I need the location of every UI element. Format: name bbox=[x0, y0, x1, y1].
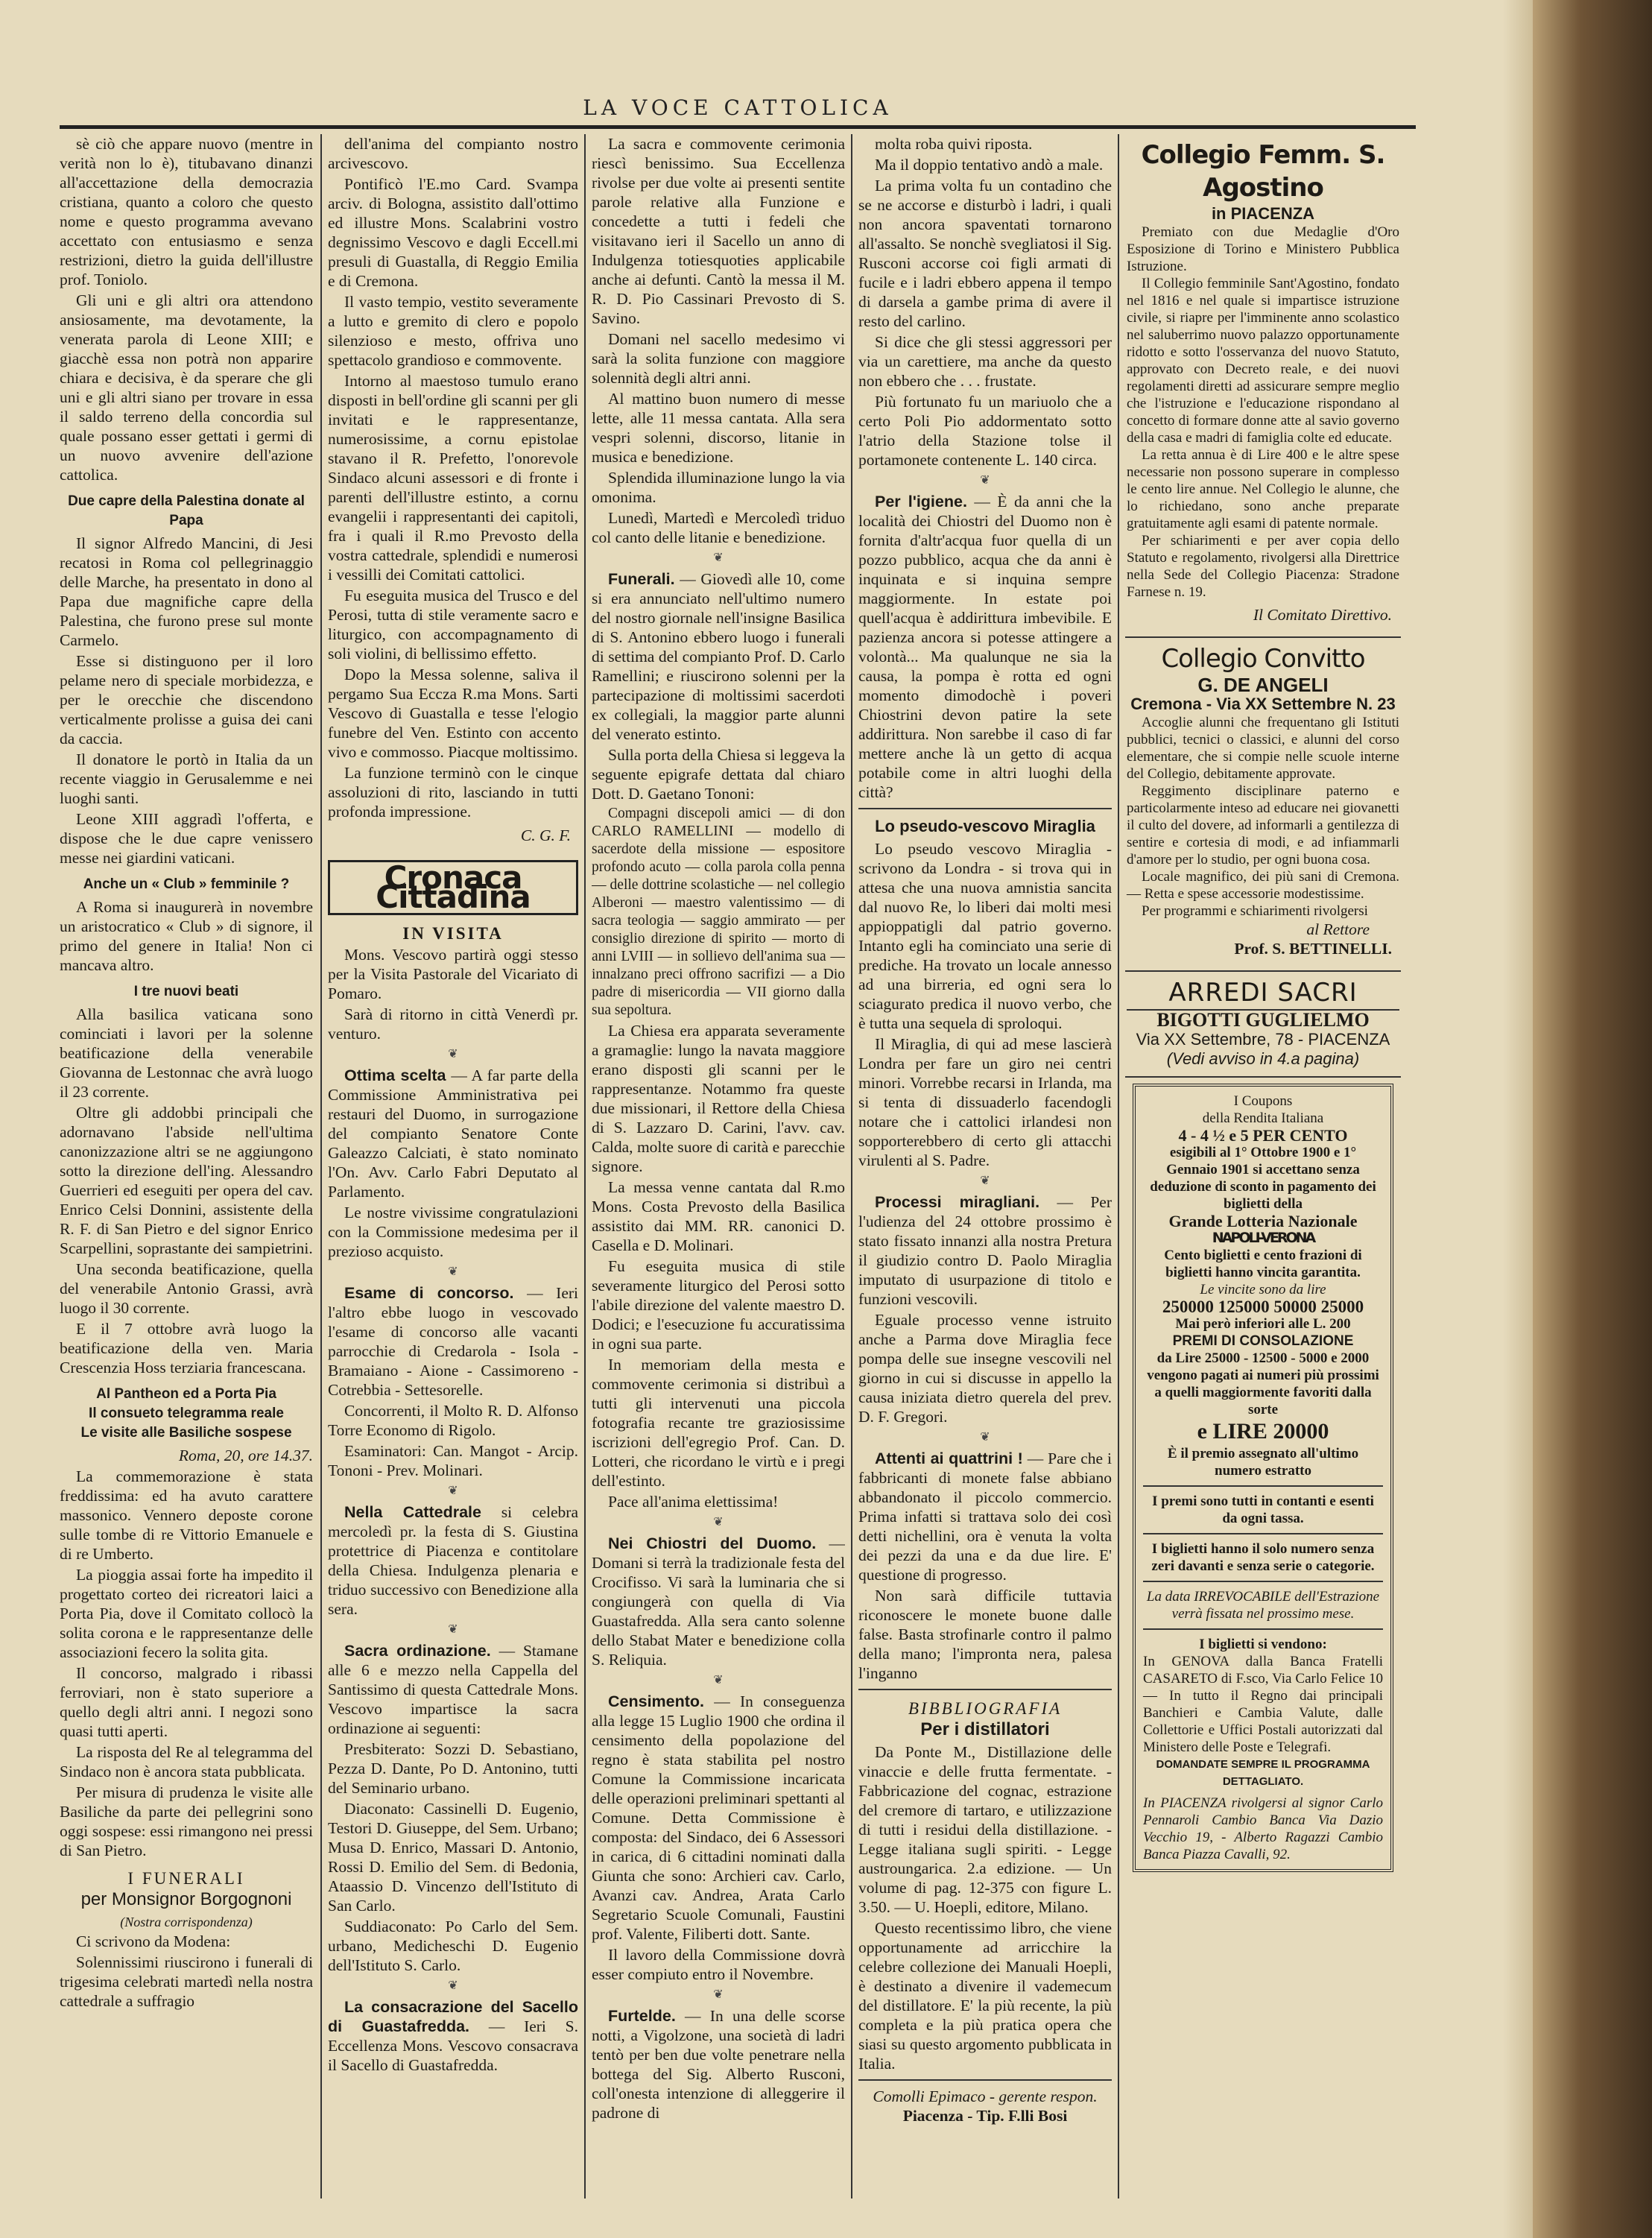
paragraph: Ma il doppio tentativo andò a male. bbox=[875, 156, 1104, 174]
masthead-rule bbox=[60, 125, 1416, 129]
ad-text: Le vincite sono da lire bbox=[1200, 1282, 1326, 1297]
ad-address: Via XX Settembre, 78 - PIACENZA bbox=[1136, 1030, 1390, 1049]
paragraph: Fu eseguita musica di stile severamente liturgico del Perosi sotto l'abile direzione del valente maestro D. Dodici; e l'esecuzione fu accuratissima in ogni sua parte. bbox=[592, 1257, 845, 1353]
ad-collegio-convitto bbox=[1125, 638, 1401, 972]
ad-text: Premiato con due Medaglie d'Oro Esposizione di Torino e Ministero Pubblica Istruzione. bbox=[1127, 224, 1399, 274]
paragraph: Sarà di ritorno in città Venerdì pr. venturo. bbox=[328, 1005, 578, 1043]
kicker: Ottima scelta bbox=[344, 1066, 446, 1084]
ad-title: Collegio Femm. S. Agostino bbox=[1141, 140, 1385, 203]
ornament-icon: ❦ bbox=[713, 1516, 724, 1529]
ornament-icon: ❦ bbox=[448, 1979, 458, 1992]
ad-collegio-sant-agostino bbox=[1125, 134, 1401, 638]
paragraph: Esaminatori: Can. Mangot - Arcip. Tononi - Prev. Molinari. bbox=[328, 1442, 578, 1479]
paragraph: Splendida illuminazione lungo la via omonima. bbox=[592, 469, 845, 506]
paragraph: La risposta del Re al telegramma del Sindaco non è ancora stata pubblicata. bbox=[60, 1743, 313, 1780]
ad-title: Collegio Convitto bbox=[1161, 644, 1365, 674]
paragraph: Alla basilica vaticana sono cominciati i lavori per la solenne beatificazione della venerabile Giovanna de Lestonnac che avrà luogo il 23 corrente. bbox=[60, 1005, 313, 1101]
paragraph: — Ieri S. Eccellenza Mons. Vescovo consacrava il Sacello di Guastafredda. bbox=[328, 2017, 578, 2074]
paragraph: Da Ponte M., Distillazione delle vinaccie e delle frutta fermentate. - Fabbricazione del cognac, estrazione del cremore di tartaro, e utilizzazione di tutti i residui della distillazione. - Legge italiana sugli spiriti. - Legge austroungarica. 2.a edizione. — Un volume di pag. 12-375 con figure L. 3.50. — U. Hoepli, editore, Milano. bbox=[858, 1743, 1112, 1916]
lottery-title: NAPOLI-VERONA bbox=[1212, 1230, 1314, 1246]
divider bbox=[858, 808, 1112, 809]
ad-lotteria-napoli-verona bbox=[1133, 1084, 1393, 1872]
kicker: Processi miragliani. bbox=[875, 1193, 1040, 1211]
ad-name: BIGOTTI GUGLIELMO bbox=[1156, 1009, 1370, 1031]
correspondence-note: (Nostra corrispondenza) bbox=[120, 1915, 253, 1929]
page-edge bbox=[1503, 0, 1533, 2238]
kicker: Furtelde. bbox=[608, 2007, 676, 2025]
kicker: Nella Cattedrale bbox=[344, 1503, 481, 1521]
gerente: Comolli Epimaco - gerente respon. bbox=[873, 2087, 1098, 2105]
column-3 bbox=[592, 134, 845, 2206]
paragraph: sè ciò che appare nuovo (mentre in verità non lo è), titubavano dinanzi all'accettazione della democrazia cristiana, quanto a coloro che questo nome e questo programma avevano accettato con entusiasmo e senza restrizioni, dietro la guida dell'illustre prof. Toniolo. bbox=[60, 135, 313, 288]
ad-text: In PIACENZA rivolgersi al signor Carlo Pennaroli Cambio Banca Via Dazio Vecchio 19, - Alberto Ragazzi Cambio Banca Piazza Cavalli, 92. bbox=[1143, 1795, 1383, 1862]
paragraph: Presbiterato: Sozzi D. Sebastiano, Pezza D. Dante, Po D. Antonino, tutti del Seminario urbano. bbox=[328, 1740, 578, 1797]
coupons-rate: 4 - 4 ½ e 5 PER CENTO bbox=[1178, 1126, 1348, 1145]
ad-signature: Il Comitato Direttivo. bbox=[1253, 606, 1392, 624]
ad-text: In GENOVA dalla Banca Fratelli CASARETO di F.sco, Via Carlo Felice 10 — In tutto il Regno dai principali Banchieri e Cambia Valute, dalle Collettorie e Uffici Postali autorizzati dal Ministero delle Poste e Telegrafi. bbox=[1143, 1654, 1383, 1755]
column-1 bbox=[60, 134, 313, 2206]
headline-pantheon: Al Pantheon ed a Porta Pia bbox=[96, 1386, 276, 1402]
paragraph: Mons. Vescovo partirà oggi stesso per la Visita Pastorale del Vicariato di Pomaro. bbox=[328, 946, 578, 1002]
ad-footer: DOMANDATE SEMPRE IL PROGRAMMA DETTAGLIATO. bbox=[1156, 1758, 1370, 1788]
paragraph: — In una delle scorse notti, a Vigolzone, una società di ladri tentò per ben due volte penetrare nella bottega del Sig. Alberto Rusconi, coll'onesta intenzione di alleggerire il padrone di bbox=[592, 2007, 845, 2122]
paragraph: dell'anima del compianto nostro arcivescovo. bbox=[328, 135, 578, 172]
ad-text: La retta annua è di Lire 400 e le altre spese necessarie non possono superare in complesso le cento lire annue. Nel Collegio le alunne, che lo richiedano, sono anche preparate gratuitamente agli esami di patente normale. bbox=[1127, 447, 1399, 531]
consolation-title: PREMI DI CONSOLAZIONE bbox=[1172, 1333, 1354, 1349]
divider bbox=[1143, 1533, 1383, 1534]
divider bbox=[858, 1689, 1112, 1690]
ornament-icon: ❦ bbox=[713, 551, 724, 564]
ornament-icon: ❦ bbox=[980, 1175, 990, 1187]
paragraph: Il signor Alfredo Mancini, di Jesi recatosi in Roma col pellegrinaggio delle Marche, ha presentato in dono al Papa due magnifiche capre della Palestina, che furono prese sul monte Carmelo. bbox=[60, 534, 313, 649]
ad-text: da Lire 25000 - 12500 - 5000 e 2000 vengono pagati ai numeri più prossimi a quelli maggiormente favoriti dalla sorte bbox=[1147, 1350, 1379, 1417]
paragraph: — Domani si terrà la tradizionale festa del Crocifisso. Vi sarà la luminaria che si congiungerà con quella di Via Guastafredda. Alla sera canto solenne dello Stabat Mater e benedizione colla S. Reliquia. bbox=[592, 1534, 845, 1669]
paragraph: Eguale processo venne istruito anche a Parma dove Miraglia fece pompa delle sue insegne vescovili nel giorno in cui si discusse in appello la causa iniziata dietro querela del prev. D. F. Gregori. bbox=[858, 1311, 1112, 1426]
paragraph: Per misura di prudenza le visite alle Basiliche da parte dei pellegrini sono oggi sospese: essi rimangono nei pressi di San Pietro. bbox=[60, 1783, 313, 1859]
paragraph: — Stamane alle 6 e mezzo nella Cappella del Santissimo di questa Cattedrale Mons. Vescovo impartisce la sacra ordinazione ai seguenti: bbox=[328, 1642, 578, 1737]
ornament-icon: ❦ bbox=[448, 1485, 458, 1497]
ad-signature: al Rettore bbox=[1306, 920, 1370, 938]
paragraph: Non sarà difficile tuttavia riconoscere le monete buone dalle false. Basta strofinarle contro il palmo della mano; l'impronta nera, palesa l'inganno bbox=[858, 1587, 1112, 1682]
ad-arredi-sacri bbox=[1125, 972, 1401, 1078]
top-prize: e LIRE 20000 bbox=[1197, 1419, 1329, 1444]
paragraph: Lunedì, Martedì e Mercoledì triduo col canto delle litanie e benedizione. bbox=[592, 509, 845, 546]
ad-text: Per programmi e schiarimenti rivolgersi bbox=[1142, 903, 1368, 919]
ad-signature: Prof. S. BETTINELLI. bbox=[1234, 940, 1392, 958]
paragraph: La Chiesa era apparata severamente a gramaglie: lungo la navata maggiore erano disposti gli scanni per le rappresentanze. Notammo fra queste due missionari, il Rettore della Chiesa di S. Lazzaro D. Carini, l'avv. cav. Calda, molte suore di carità e parecchie signore. bbox=[592, 1022, 845, 1175]
paragraph: Sulla porta della Chiesa si leggeva la seguente epigrafe dettata dal chiaro Dott. D. Gaetano Tononi: bbox=[592, 746, 845, 803]
paragraph: Dopo la Messa solenne, saliva il pergamo Sua Eccza R.ma Mons. Sarti Vescovo di Guastalla e tesse l'elogio funebre del Ven. Estinto con accento vivo e commosso. Piacque moltissimo. bbox=[328, 666, 578, 761]
paragraph: — È da anni che la località dei Chiostri del Duomo non è fornita d'altr'acqua fuor quella di un pozzo pubblico, acqua che da anni è inquinata e si inquina sempre maggiormente. In estate poi quell'acqua è addirittura imbevibile. E pazienza ancora si potesse attingere a volontà... Ma qualunque ne sia la causa, la pompa è rotta ed ogni momento dimodochè i poveri Chiostrini devon patire la sete addirittura. Non sarebbe il caso di far mettere anche là un getto di acqua potabile come in altri luoghi della città? bbox=[858, 493, 1112, 801]
divider bbox=[1143, 1581, 1383, 1582]
paragraph: E il 7 ottobre avrà luogo la beatificazione della ven. Maria Crescenzia Hoss terziaria francescana. bbox=[60, 1320, 313, 1376]
kicker: Funerali. bbox=[608, 570, 675, 588]
paragraph: Concorrenti, il Molto R. D. Alfonso Torre Economo di Rigolo. bbox=[328, 1402, 578, 1439]
paragraph: In memoriam della mesta e commovente cerimonia si distribuì a tutti gli intervenuti una piccola fotografia recante tre graziosissime iscrizioni dell'egregio Prof. Can. D. Lotteri, che ricordano le virtù e i pregi dell'estinto. bbox=[592, 1356, 845, 1490]
headline-visita: IN VISITA bbox=[402, 924, 504, 943]
ornament-icon: ❦ bbox=[448, 1623, 458, 1636]
paragraph: Si dice che gli stessi aggressori per via un carettiere, ma anche da questo non ebbero che . . . frustate. bbox=[858, 333, 1112, 390]
kicker: Censimento. bbox=[608, 1692, 705, 1710]
kicker: Sacra ordinazione. bbox=[344, 1642, 491, 1660]
ad-name: G. DE ANGELI bbox=[1197, 674, 1329, 696]
paragraph: Lo pseudo vescovo Miraglia - scrivono da Londra - si trova qui in attesa che una nuova amnistia sancita dal nuovo Re, lo liberi dai molti mesi appioppatigli dal patrio governo. Intanto egli ha cominciato una serie di prediche. Ha trovato un locale annesso ad una birreria, ed ogni sera lo sciagurato predica il nuovo verbo, che è tutta una sequela di sproloqui. bbox=[858, 840, 1112, 1032]
headline-funerali: I FUNERALI bbox=[127, 1869, 245, 1888]
paragraph: Il vasto tempio, vestito severamente a lutto e gremito di clero e popolo silenzioso e mesto, offriva uno spettacolo grandioso e commovente. bbox=[328, 293, 578, 369]
divider bbox=[1143, 1628, 1383, 1630]
paragraph: Gli uni e gli altri ora attendono ansiosamente, ma devotamente, la venerata parola di Leone XIII; e giacchè essa non potrà non apparire chiara e decisiva, è da sperare che gli uni e gli altri siano per trovare in essa il saldo terreno della concordia sul quale possano esser gettati i germi di un nuovo avvenire dell'azione cattolica. bbox=[60, 291, 313, 484]
column-rule bbox=[320, 134, 322, 2199]
paragraph: Più fortunato fu un mariuolo che a certo Poli Pio addormentato sotto l'atrio della Stazione tolse il portamonete contenente L. 140 circa. bbox=[858, 393, 1112, 469]
section-title-cronaca: Cronaca Cittadina bbox=[328, 860, 578, 915]
paragraph: — Per l'udienza del 24 ottobre prossimo è stato fissato innanzi alla nostra Pretura il giudizio contro D. Paolo Miraglia imputato di usurpazione di titolo e funzioni vescovili. bbox=[858, 1193, 1112, 1308]
paragraph: si celebra mercoledì pr. la festa di S. Giustina protettrice di Piacenza e contitolare della Chiesa. Indulgenza plenaria e triduo successivo con Benedizione alla sera. bbox=[328, 1503, 578, 1618]
ornament-icon: ❦ bbox=[448, 1048, 458, 1060]
column-rule bbox=[584, 134, 586, 2199]
paragraph: La funzione terminò con le cinque assoluzioni di rito, lasciando in tutti profonda impressione. bbox=[328, 764, 578, 821]
paragraph: Al mattino buon numero di messe lette, alle 11 messa cantata. Alla sera vespri solenni, discorso, litanie in musica e benedizione. bbox=[592, 390, 845, 466]
headline-pantheon-sub: Le visite alle Basiliche sospese bbox=[80, 1425, 292, 1441]
ornament-icon: ❦ bbox=[713, 1674, 724, 1687]
kicker: Attenti ai quattrini ! bbox=[875, 1450, 1023, 1467]
ad-text: Accoglie alunni che frequentano gli Istituti pubblici, tecnici o classici, e alunni del corso elementare, che si compie nelle scuole interne del Collegio, debitamente approvate. bbox=[1127, 715, 1399, 782]
dateline: Roma, 20, ore 14.37. bbox=[178, 1447, 313, 1464]
ad-text: I biglietti hanno il solo numero senza zeri davanti e senza serie o categorie. bbox=[1151, 1541, 1375, 1574]
divider bbox=[858, 2079, 1112, 2081]
ad-text: Per schiarimenti e per aver copia dello Statuto e regolamento, rivolgersi alla Direttrice nella Sede del Collegio Piacenza: Stradone Farnese n. 19. bbox=[1127, 533, 1399, 600]
paragraph: Una seconda beatificazione, quella del venerabile Antonio Grassi, avrà luogo il 30 corrente. bbox=[60, 1260, 313, 1317]
ad-note: (Vedi avviso in 4.a pagina) bbox=[1166, 1049, 1360, 1068]
paragraph: Leone XIII aggradì l'offerta, e dispose che le due capre venissero messe nei giardini vaticani. bbox=[60, 810, 313, 867]
paragraph: Esse si distinguono per il loro pelame nero di speciale morbidezza, e per le orecchie che discendono verticalmente prolisse a guisa dei cani da caccia. bbox=[60, 652, 313, 747]
paragraph: molta roba quivi riposta. bbox=[875, 135, 1033, 153]
headline-pseudo: Lo pseudo-vescovo Miraglia bbox=[875, 817, 1095, 835]
headline-beati: I tre nuovi beati bbox=[133, 984, 239, 999]
kicker: Per l'igiene. bbox=[875, 493, 967, 510]
column-5-ads bbox=[1125, 134, 1401, 2206]
paragraph: Il Miraglia, di qui ad mese lascierà Londra per fare un giro nei centri minori. Vorrebbe recarsi in Irlanda, ma si tenta di dissuaderlo facendogli notare che i cattolici irlandesi non sopporterebbero di certo gli attacchi virulenti al S. Padre. bbox=[858, 1035, 1112, 1169]
ornament-icon: ❦ bbox=[980, 1431, 990, 1444]
column-rule bbox=[1118, 134, 1119, 2199]
paragraph: Il donatore le portò in Italia da un recente viaggio in Gerusalemme e nei luoghi santi. bbox=[60, 750, 313, 807]
ad-text: esigibili al 1° Ottobre 1900 e 1° Gennaio 1901 si accettano senza deduzione di sconto in pagamento dei biglietti della bbox=[1150, 1145, 1376, 1212]
paragraph: Il lavoro della Commissione dovrà esser compiuto entro il Novembre. bbox=[592, 1946, 845, 1983]
paragraph: La commemorazione è stata freddissima: ed ha avuto carattere massonico. Vennero deposte corone sulle tombe di re Vittorio Emanuele e di re Umberto. bbox=[60, 1467, 313, 1563]
column-rule bbox=[851, 134, 852, 2199]
paragraph: Pace all'anima elettissima! bbox=[608, 1493, 779, 1511]
paragraph: La pioggia assai forte ha impedito il progettato corteo dei ricreatori laici a Porta Pia, dove il Comitato collocò la solita corona e le rappresentanze delle associazioni fecero la solita gita. bbox=[60, 1566, 313, 1661]
ad-text: Mai però inferiori alle L. 200 bbox=[1175, 1316, 1351, 1332]
paragraph: Il concorso, malgrado i ribassi ferroviari, non è stato superiore a quello degli altri anni. I negozi sono quasi tutti aperti. bbox=[60, 1664, 313, 1740]
masthead: LA VOCE CATTOLICA bbox=[583, 95, 893, 120]
book-binding bbox=[1533, 0, 1652, 2238]
prize-amounts: 250000 125000 50000 25000 bbox=[1162, 1297, 1364, 1316]
paragraph: A Roma si inaugurerà in novembre un aristocratico « Club » di signore, il primo del genere in Italia! Non ci mancava altro. bbox=[60, 898, 313, 974]
paragraph: — Ieri l'altro ebbe luogo in vescovado l'esame di concorso alle vacanti parrocchie di Credarola - Isola - Bramaiano - Aione - Cassimoreno - Cotrebbia - Settesorelle. bbox=[328, 1284, 578, 1399]
paragraph: Domani nel sacello medesimo vi sarà la solita funzione con maggiore solennità degli altri anni. bbox=[592, 330, 845, 387]
ornament-icon: ❦ bbox=[448, 1265, 458, 1278]
epigraph: Compagni discepoli amici — di don CARLO RAMELLINI — modello di sacerdote della missione — espositore profondo acuto — colla parola colla penna — delle dottrine scolastiche — nel collegio Alberoni — maestro valentissimo — di sacra teologia — saggio ammirato — per consiglio direzione di spirito — morto di anni LVIII — in sollievo dell'anima sua — innalzano preci offrono sacrifizi — a Dio padre di misericordia — VII giorno dalla sua sepoltura. bbox=[592, 806, 845, 1018]
kicker: Nei Chiostri del Duomo. bbox=[608, 1534, 817, 1552]
paragraph: Intorno al maestoso tumulo erano disposti in bell'ordine gli scanni per gli invitati e le rappresentanze, numerosissime, a cornu epistolae stavano il R. Prefetto, l'onorevole Sindaco alcuni assessori e di fronte i parenti dell'illustre estinto, a cornu evangelii i rappresentanti dei capitoli, fra i quali il R.mo Prevosto della vostra cattedrale, splendidi e numerosi i vessilli dei Comitati cattolici. bbox=[328, 372, 578, 584]
ad-city: in PIACENZA bbox=[1211, 204, 1315, 223]
paragraph: — Pare che i fabbricanti di monete false abbiano abbandonato il piccolo commercio. Prima infatti si trattava solo dei così detti nichellini, ora è venuta la volta dei pezzi da una e da due lire. E' questione di progresso. bbox=[858, 1450, 1112, 1584]
ad-text: È il premio assegnato all'ultimo numero estratto bbox=[1167, 1446, 1359, 1479]
kicker: La consacrazione del Sacello di Guastafredda. bbox=[328, 1998, 578, 2035]
column-2 bbox=[328, 134, 578, 2206]
paragraph: La sacra e commovente cerimonia riescì benissimo. Sua Eccellenza rivolse per due volte ai presenti sentite parole relative alla Funzione e concedette a tutti i fedeli che visitavano ieri il Sacello un anno di Indulgenza totiesquoties applicabile anche ai defunti. Cantò la messa il M. R. D. Pio Cassinari Prevosto di S. Savino. bbox=[592, 135, 845, 327]
headline-pantheon-sub: Il consueto telegramma reale bbox=[89, 1406, 284, 1421]
lottery-name: Grande Lotteria Nazionale bbox=[1168, 1212, 1358, 1230]
paragraph: Solennissimi riuscirono i funerali di trigesima celebrati martedì nella nostra cattedrale a suffragio bbox=[60, 1953, 313, 2010]
paragraph: Le nostre vivissime congratulazioni con la Commissione medesima per il prezioso acquisto. bbox=[328, 1204, 578, 1260]
paragraph: Fu eseguita musica del Trusco e del Perosi, tutta di stile veramente sacro e liturgico, con accompagnamento di soli violini, di bellissimo effetto. bbox=[328, 587, 578, 663]
headline-bibliografia: BIBBLIOGRAFIA bbox=[908, 1699, 1063, 1718]
signature: C. G. F. bbox=[520, 826, 571, 844]
ad-text: Reggimento disciplinare paterno e particolarmente inteso ad educare nei giovanetti il culto del dovere, ad informarli a gentilezza di sentire e cortesia di modi, e ad infiammarli d'amore per lo studio, per ogni buona cosa. bbox=[1127, 783, 1399, 867]
headline-distillatori: Per i distillatori bbox=[920, 1719, 1050, 1739]
paragraph: Oltre gli addobbi principali che adornavano l'abside nell'ultima canonizzazione altri se ne aggiungono sotto la direzione dell'ing. Alessandro Guerrieri ed eseguiti per opera del cav. Enrico Celsi Donnini, assistente della R. F. di San Pietro e del signor Enrico Scarpellini, soprastante dei sampietrini. bbox=[60, 1104, 313, 1257]
divider bbox=[1143, 1485, 1383, 1487]
ad-text: La data IRREVOCABILE dell'Estrazione verrà fissata nel prossimo mese. bbox=[1146, 1589, 1380, 1622]
headline-capre: Due capre della Palestina donate al Papa bbox=[68, 493, 305, 528]
coupons-subtitle: della Rendita Italiana bbox=[1202, 1110, 1324, 1126]
paragraph: Suddiaconato: Po Carlo del Sem. urbano, Medicheschi D. Eugenio dell'Istituto S. Carlo. bbox=[328, 1918, 578, 1974]
ad-text: I biglietti si vendono: bbox=[1199, 1637, 1327, 1652]
paragraph: — A far parte della Commissione Amministrativa pei restauri del Duomo, in surrogazione del compianto Senatore Conte Galeazzo Calciati, è stato nominato l'On. Avv. Carlo Fabri Deputato al Parlamento. bbox=[328, 1066, 578, 1201]
coupons-title: I Coupons bbox=[1233, 1093, 1293, 1109]
paragraph: — Giovedì alle 10, come si era annunciato nell'ultimo numero del nostro giornale nell'insigne Basilica di S. Antonino ebbero luogo i funerali di settima del compianto Prof. D. Carlo Ramellini; e riuscirono solenni per la partecipazione di moltissimi sacerdoti ex collegiali, la maggior parte alunni del venerato estinto. bbox=[592, 570, 845, 743]
ornament-icon: ❦ bbox=[980, 474, 990, 487]
paragraph: — In conseguenza alla legge 15 Luglio 1900 che ordina il censimento della popolazione del regno è stata stabilita pel nostro Comune la Commissione incaricata delle operazioni preliminari spettanti al Comune. Detta Commissione è composta: del Sindaco, dei 6 Assessori in carica, di 6 cittadini nominati dalla Giunta che sono: Archieri cav. Carlo, Avanzi cav. Andrea, Arata Carlo Segretario Scuole Comunali, Faustini prof. Valente, Filiberti dott. Sante. bbox=[592, 1692, 845, 1943]
headline-funerali-sub: per Monsignor Borgognoni bbox=[80, 1889, 292, 1909]
ad-text: Locale magnifico, dei più sani di Cremona. — Retta e spese accessorie modestissime. bbox=[1127, 869, 1399, 902]
printer: Piacenza - Tip. F.lli Bosi bbox=[902, 2107, 1068, 2125]
ad-text: I premi sono tutti in contanti e esenti da ogni tassa. bbox=[1152, 1493, 1374, 1526]
ad-title: ARREDI SACRI bbox=[1127, 976, 1399, 1011]
paragraph: La messa venne cantata dal R.mo Mons. Costa Prevosto della Basilica assistito dai MM. RR. canonici D. Casella e D. Molinari. bbox=[592, 1178, 845, 1254]
kicker: Esame di concorso. bbox=[344, 1284, 514, 1302]
paragraph: Ci scrivono da Modena: bbox=[76, 1932, 231, 1950]
ad-address: Cremona - Via XX Settembre N. 23 bbox=[1130, 695, 1396, 713]
ad-text: Cento biglietti e cento frazioni di biglietti hanno vincita garantita. bbox=[1164, 1248, 1362, 1280]
ad-text: Il Collegio femminile Sant'Agostino, fondato nel 1816 e nel quale si impartisce istruzione civile, si riapre per l'imminente anno scolastico nel saluberrimo nuovo palazzo opportunamente ridotto e sotto l'osservanza del nuovo Statuto, approvato con Decreto reale, e dei nuovi regolamenti diretti ad assicurare sempre meglio che l'istruzione e l'educazione rispondano al concetto di formare donne atte al savio governo della casa e madri di famiglia colte ed educate. bbox=[1127, 276, 1399, 446]
headline-club: Anche un « Club » femminile ? bbox=[83, 876, 290, 892]
paragraph: Diaconato: Cassinelli D. Eugenio, Testori D. Giuseppe, del Sem. Urbano; Musa D. Enrico, Massari D. Antonio, Rossi D. Emilio del Sem. di Bedonia, Ataassio D. Vincenzo dell'Istituto di San Carlo. bbox=[328, 1800, 578, 1915]
ornament-icon: ❦ bbox=[713, 1988, 724, 2001]
paragraph: Pontificò l'E.mo Card. Svampa arciv. di Bologna, assistito dall'ottimo ed illustre Mons. Scalabrini vostro degnissimo Vescovo e dagli Eccell.mi presuli di Guastalla, di Reggio Emilia e di Cremona. bbox=[328, 175, 578, 290]
paragraph: Questo recentissimo libro, che viene opportunamente ad arricchire la celebre collezione dei Manuali Hoepli, è destinato a divenire il vademecum del distillatore. E' la più recente, la più completa e la più pratica opera che siasi su questo argomento pubblicata in Italia. bbox=[858, 1919, 1112, 2073]
paragraph: La prima volta fu un contadino che se ne accorse e disturbò i ladri, i quali non ancora spaventati tornarono all'assalto. Se nonchè svegliatosi il Sig. Rusconi accorse coi figli armati di fucile e i ladri ebbero appena il tempo di darsela a gambe prima di avere il resto del carlino. bbox=[858, 177, 1112, 330]
column-4 bbox=[858, 134, 1112, 2206]
